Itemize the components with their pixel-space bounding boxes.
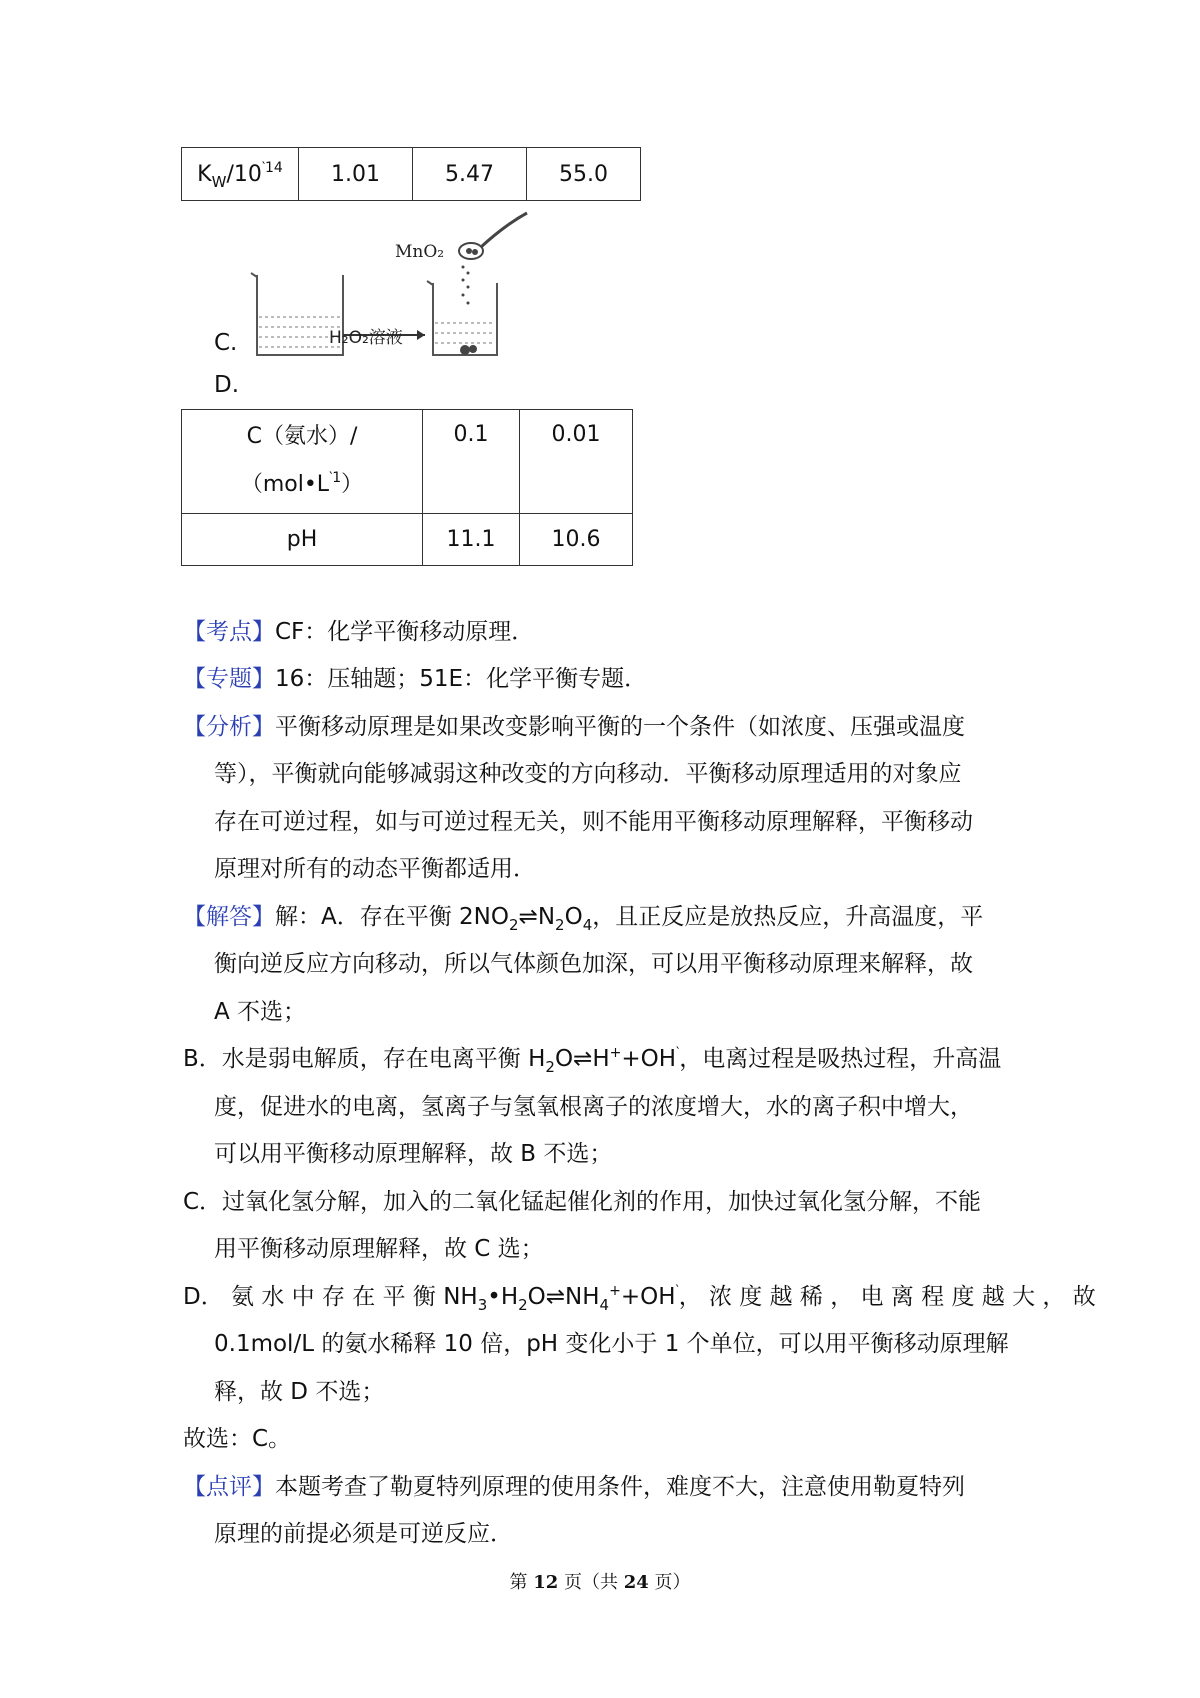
conc-unit-sup: ‵1 <box>329 469 342 486</box>
superscript: ‵ <box>675 1283 679 1299</box>
fenxi-line-1 <box>183 712 965 742</box>
answer-text: O⇌H <box>554 1046 610 1072</box>
fenxi-tag: 【分析】 <box>183 714 275 740</box>
subscript: 2 <box>518 1296 528 1314</box>
jieda-conclusion: 故选：C。 <box>183 1426 292 1452</box>
conc-value-cell: 0.01 <box>520 410 633 514</box>
fenxi-line-4: 原理对所有的动态平衡都适用． <box>214 856 536 882</box>
kw-label-sup: ‵14 <box>261 159 283 176</box>
fenxi-line-2: 等），平衡就向能够减弱这种改变的方向移动．平衡移动原理适用的对象应 <box>214 761 962 787</box>
ph-label-cell: pH <box>182 514 423 566</box>
answer-text: •H <box>487 1284 519 1310</box>
subscript: 2 <box>555 916 565 934</box>
jieda-line-b2: 度，促进水的电离，氢离子与氢氧根离子的浓度增大，水的离子积中增大， <box>214 1094 973 1120</box>
kw-value-cell: 1.01 <box>299 148 413 201</box>
subscript: 2 <box>509 916 519 934</box>
jieda-line-a2: 衡向逆反应方向移动，所以气体颜色加深，可以用平衡移动原理来解释，故 <box>214 951 973 977</box>
conc-value-cell: 0.1 <box>423 410 520 514</box>
answer-text: +OH <box>620 1284 676 1310</box>
conc-label-cell <box>182 410 423 514</box>
zhuanti-tag: 【专题】 <box>183 666 275 692</box>
option-d-label: D. <box>214 372 240 398</box>
answer-text: B．水是弱电解质，存在电离平衡 H <box>183 1046 546 1072</box>
kaodian-text: CF：化学平衡移动原理． <box>275 619 535 645</box>
answer-text: ⇌N <box>518 904 556 930</box>
table-row <box>182 410 633 514</box>
ph-value-cell: 10.6 <box>520 514 633 566</box>
dianping-tag: 【点评】 <box>183 1474 275 1500</box>
arrow-label: H₂O₂溶液 <box>329 328 403 348</box>
zhuanti-text: 16：压轴题；51E：化学平衡专题． <box>275 666 648 692</box>
concentration-table <box>181 409 633 566</box>
jieda-line-d2: 0.1mol/L 的氨水稀释 10 倍，pH 变化小于 1 个单位，可以用平衡移动原理解 <box>214 1331 1009 1357</box>
answer-text: D． 氨 水 中 存 在 平 衡 NH <box>183 1284 478 1310</box>
kw-label-cell <box>182 148 299 201</box>
table-row <box>182 148 641 201</box>
zhuanti-line <box>183 664 647 694</box>
jieda-line-c1: C．过氧化氢分解，加入的二氧化锰起催化剂的作用，加快过氧化氢分解，不能 <box>183 1189 982 1215</box>
conc-label-line2 <box>182 461 422 511</box>
option-c-label: C. <box>214 330 238 356</box>
jieda-line-a3: A 不选； <box>214 999 307 1025</box>
footer-text: 页（共 <box>558 1572 624 1593</box>
kw-value-cell: 55.0 <box>527 148 641 201</box>
kw-value-cell: 5.47 <box>413 148 527 201</box>
superscript: + <box>609 1283 621 1299</box>
kw-table <box>181 147 641 201</box>
kw-label: K <box>197 161 212 187</box>
ph-value-cell: 11.1 <box>423 514 520 566</box>
subscript: 3 <box>477 1296 488 1314</box>
superscript: ‵ <box>676 1045 680 1061</box>
answer-text: ， 浓 度 越 稀 ， 电 离 程 度 越 大 ， 故 <box>678 1284 1096 1310</box>
jieda-line-c2: 用平衡移动原理解释，故 C 选； <box>214 1236 544 1262</box>
fenxi-line-3: 存在可逆过程，如与可逆过程无关，则不能用平衡移动原理解释，平衡移动 <box>214 809 973 835</box>
fenxi-text: 平衡移动原理是如果改变影响平衡的一个条件（如浓度、压强或温度 <box>275 714 965 740</box>
conc-unit-end: ） <box>341 471 364 497</box>
reagent-label: MnO₂ <box>395 242 445 262</box>
jieda-line-b1 <box>183 1044 1001 1077</box>
answer-text: +OH <box>621 1046 677 1072</box>
conc-unit: （mol•L <box>240 471 330 497</box>
subscript: 4 <box>582 916 593 934</box>
answer-text: 解：A．存在平衡 2NO <box>275 904 509 930</box>
superscript: + <box>609 1045 622 1061</box>
apparatus-diagram <box>245 205 535 365</box>
page-total: 24 <box>623 1572 649 1593</box>
answer-text: ，电离过程是吸热过程，升高温 <box>679 1046 1002 1072</box>
jieda-line-b3: 可以用平衡移动原理解释，故 B 不选； <box>214 1141 613 1167</box>
answer-text: ，且正反应是放热反应，升高温度，平 <box>592 904 984 930</box>
kw-label-sub: W <box>211 172 227 191</box>
footer-text: 第 <box>509 1572 534 1593</box>
kaodian-line <box>183 617 534 647</box>
dianping-line-1 <box>183 1472 965 1502</box>
jieda-line-d3: 释，故 D 不选； <box>214 1379 385 1405</box>
subscript: 2 <box>545 1058 555 1076</box>
conc-label-line1: C（氨水）/ <box>246 423 358 449</box>
right-beaker <box>433 283 497 355</box>
kw-label-mid: /10 <box>226 161 262 187</box>
page-number: 12 <box>533 1572 559 1593</box>
jieda-line-a1 <box>183 902 983 934</box>
answer-text: O⇌NH <box>527 1284 600 1310</box>
jieda-line-d1 <box>183 1282 1096 1315</box>
page-footer <box>0 1568 1200 1594</box>
jieda-tag: 【解答】 <box>183 904 275 930</box>
kaodian-tag: 【考点】 <box>183 619 275 645</box>
footer-text: 页） <box>648 1572 691 1593</box>
dianping-line-2: 原理的前提必须是可逆反应． <box>214 1521 513 1547</box>
dianping-text: 本题考查了勒夏特列原理的使用条件，难度不大，注意使用勒夏特列 <box>275 1474 965 1500</box>
subscript: 4 <box>599 1296 610 1314</box>
answer-text: O <box>564 904 583 930</box>
table-row <box>182 514 633 566</box>
